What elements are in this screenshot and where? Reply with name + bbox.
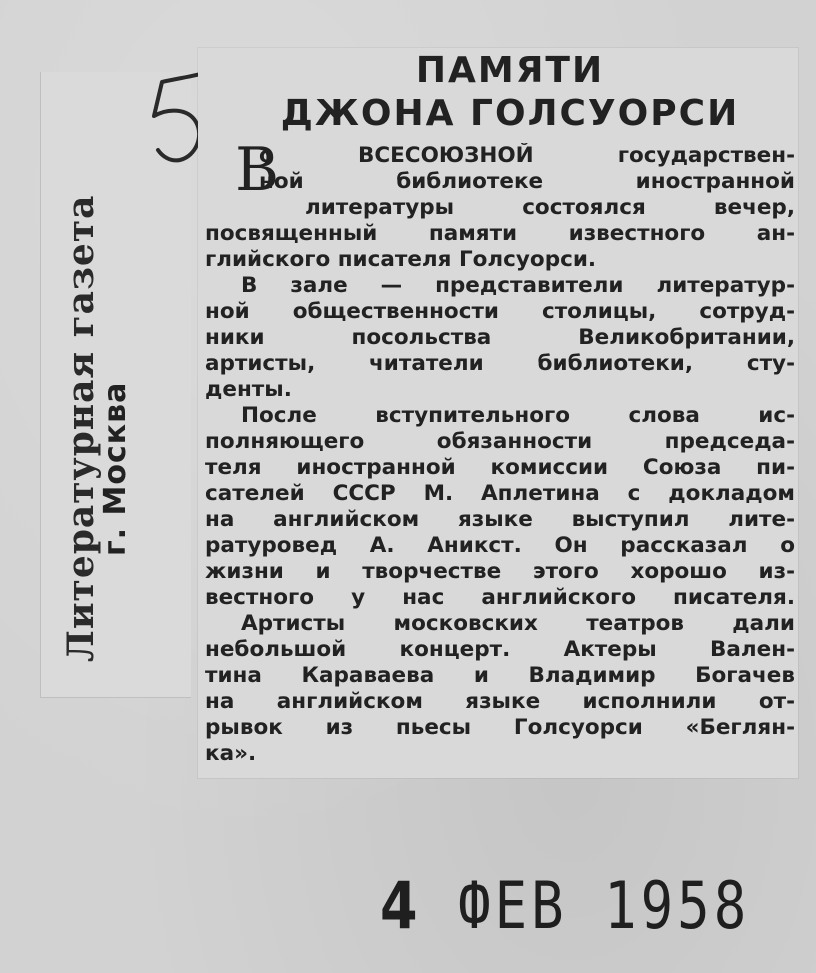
drop-cap: В — [235, 135, 280, 205]
article-line: В зале — представители литератур- — [241, 273, 795, 298]
newspaper-name: Литературная газета — [60, 194, 102, 662]
article-line: ники посольства Великобритании, — [205, 325, 795, 350]
article-line: небольшой концерт. Актеры Вален- — [205, 637, 795, 662]
date-stamp — [380, 868, 750, 944]
date-stamp-month: ФЕВ — [458, 868, 568, 944]
article-line: ратуровед А. Аникст. Он рассказал о — [205, 533, 795, 558]
article-line: тина Караваева и Владимир Богачев — [205, 663, 795, 688]
article-line: теля иностранной комиссии Союза пи- — [205, 455, 795, 480]
article-line: ной общественности столицы, сотруд- — [205, 299, 795, 324]
article-line: артисты, читатели библиотеки, сту- — [205, 351, 795, 376]
article-line: Артисты московских театров дали — [241, 611, 795, 636]
article-line: сателей СССР М. Аплетина с докладом — [205, 481, 795, 506]
article-line: После вступительного слова ис- — [241, 403, 795, 428]
article-line: о ВСЕСОЮЗНОЙ государствен- — [259, 143, 795, 168]
date-stamp-year: 1958 — [604, 868, 751, 944]
article-body — [205, 143, 795, 767]
article-line: рывок из пьесы Голсуорси «Беглян- — [205, 715, 795, 740]
article-line: вестного у нас английского писателя. — [205, 585, 795, 610]
article-line: денты. — [205, 377, 292, 402]
date-stamp-day: 4 — [380, 868, 422, 944]
article-line: на английском языке выступил лите- — [205, 507, 795, 532]
article-line: литературы состоялся вечер, — [305, 195, 795, 220]
article-line: посвященный памяти известного ан- — [205, 221, 795, 246]
article-line: жизни и творчестве этого хорошо из- — [205, 559, 795, 584]
article-line: ной библиотеке иностранной — [259, 169, 795, 194]
article-line: глийского писателя Голсуорси. — [205, 247, 597, 272]
article-line: полняющего обязанности председа- — [205, 429, 795, 454]
headline-line-1: ПАМЯТИ — [415, 50, 605, 91]
article-line: на английском языке исполнили от- — [205, 689, 795, 714]
city-name: г. Москва — [98, 381, 133, 556]
headline-line-2: ДЖОНА ГОЛСУОРСИ — [280, 93, 740, 134]
article-line: ка». — [205, 741, 257, 766]
